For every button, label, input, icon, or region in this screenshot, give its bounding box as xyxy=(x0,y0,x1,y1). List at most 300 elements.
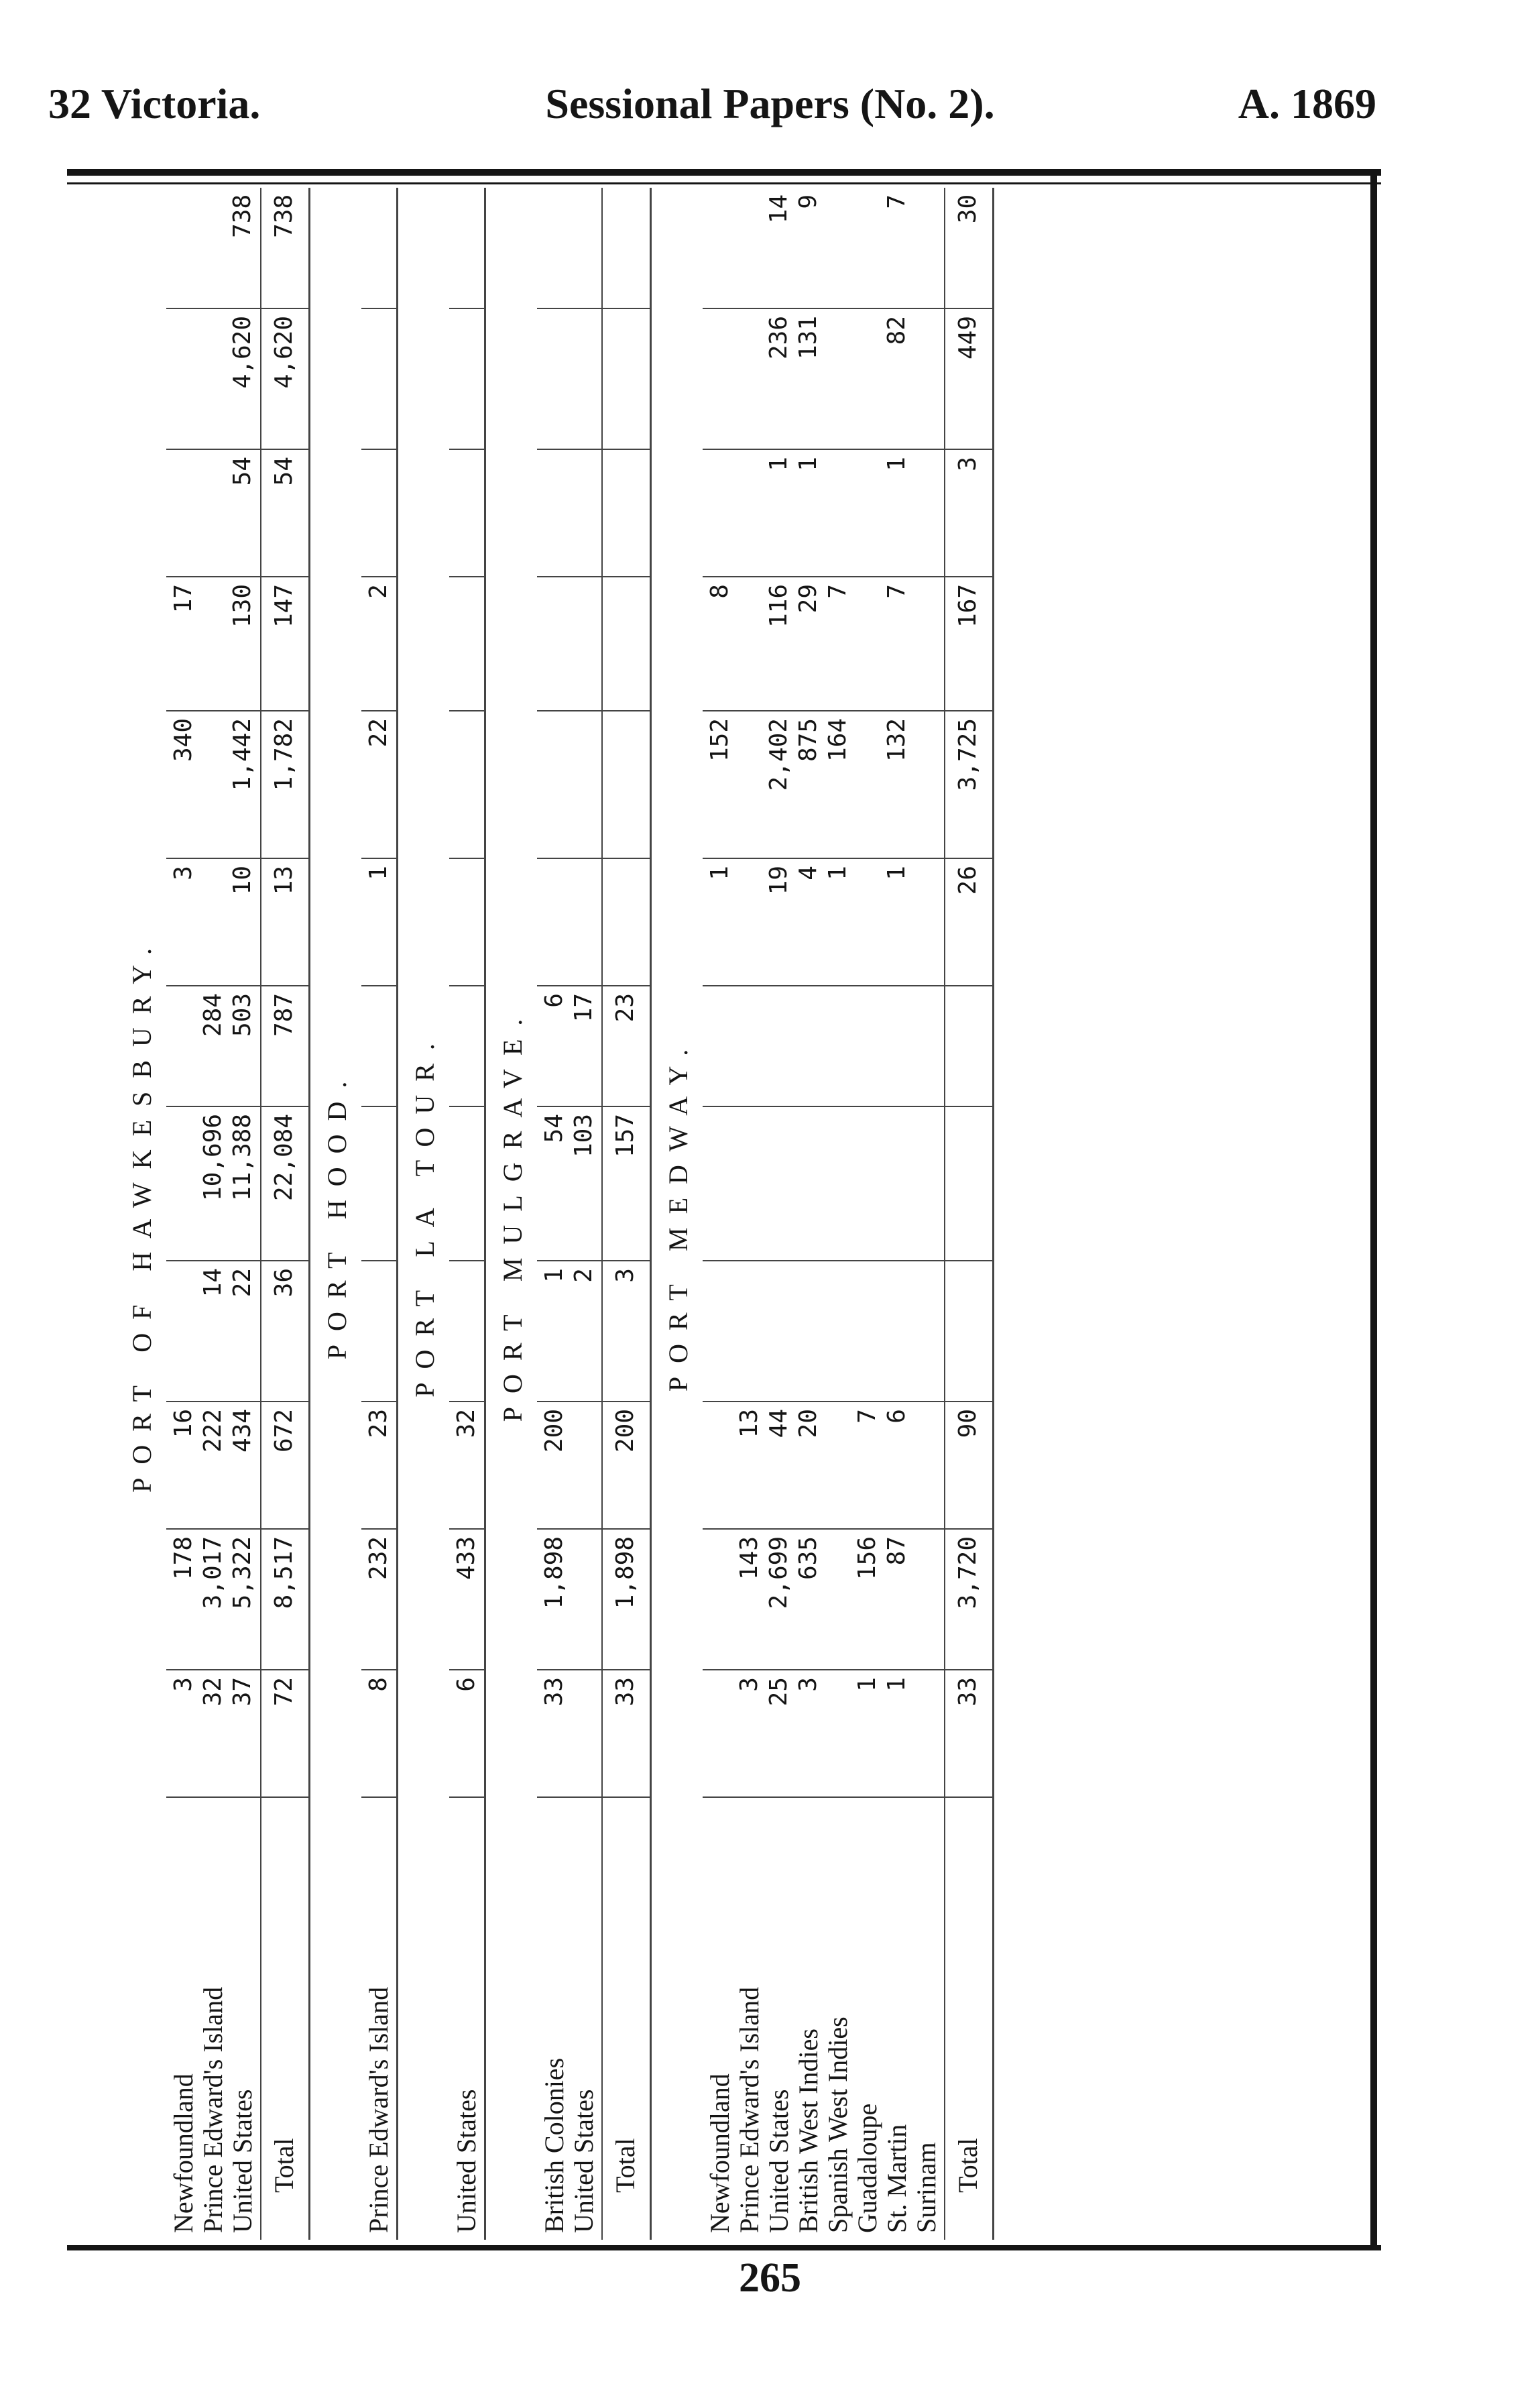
value-cell xyxy=(569,718,599,851)
total-value: 3 xyxy=(945,449,994,577)
value-cell: 132 xyxy=(883,718,910,762)
value-cell: 16 xyxy=(170,1409,197,1438)
value-column xyxy=(537,1529,602,1670)
value-cell: 32 xyxy=(199,1677,227,1707)
value-cell xyxy=(452,718,481,851)
value-column xyxy=(703,986,945,1106)
value-column xyxy=(537,858,602,986)
value-cell xyxy=(540,457,569,569)
value-cell xyxy=(569,1677,599,1790)
value-column xyxy=(449,308,485,449)
value-cell xyxy=(569,457,599,569)
value-cell xyxy=(853,457,882,569)
value-cell: 54 xyxy=(540,1114,568,1143)
country-label: Prince Edward's Island xyxy=(198,1986,228,2233)
value-column xyxy=(703,711,945,858)
value-cell xyxy=(853,1114,882,1253)
total-value xyxy=(602,308,651,449)
value-cell xyxy=(853,718,882,851)
value-cell: 10,696 xyxy=(199,1114,227,1202)
country-column xyxy=(361,1797,398,2240)
value-cell xyxy=(198,866,228,978)
value-cell: 1,898 xyxy=(540,1536,568,1609)
value-column xyxy=(537,1670,602,1797)
value-column xyxy=(166,577,261,711)
value-cell: 3 xyxy=(170,1677,197,1692)
value-cell xyxy=(705,1536,735,1662)
value-cell: 32 xyxy=(453,1409,480,1438)
value-column xyxy=(166,188,261,308)
value-cell xyxy=(794,1268,823,1394)
total-value: 33 xyxy=(945,1670,994,1797)
value-cell xyxy=(569,316,599,442)
value-column xyxy=(449,1106,485,1261)
total-row xyxy=(602,188,651,2240)
value-cell xyxy=(823,993,853,1099)
value-cell xyxy=(853,316,882,442)
value-cell xyxy=(912,1268,941,1394)
value-column xyxy=(166,711,261,858)
total-value: 72 xyxy=(261,1670,310,1797)
value-cell xyxy=(364,194,394,301)
section-data-row xyxy=(449,188,485,2240)
value-cell: 2 xyxy=(570,1268,597,1283)
value-cell xyxy=(198,584,228,703)
value-cell xyxy=(912,584,941,703)
value-cell: 1 xyxy=(540,1268,568,1283)
value-column xyxy=(166,449,261,577)
table-body xyxy=(115,188,994,2240)
value-cell xyxy=(540,194,569,301)
total-value: 672 xyxy=(261,1402,310,1529)
value-cell: 503 xyxy=(229,993,256,1037)
value-cell: 1 xyxy=(883,1677,910,1692)
value-cell xyxy=(912,457,941,569)
value-cell: 25 xyxy=(765,1677,792,1707)
country-column xyxy=(537,1797,602,2240)
value-cell xyxy=(764,1268,794,1394)
value-cell: 340 xyxy=(170,718,197,762)
total-value: 36 xyxy=(261,1261,310,1402)
value-cell: 13 xyxy=(735,1409,763,1438)
section-heading-row xyxy=(310,188,362,2240)
value-cell xyxy=(198,194,228,301)
value-cell xyxy=(198,718,228,851)
value-column xyxy=(361,1670,398,1797)
value-cell: 131 xyxy=(794,316,822,360)
total-value: 23 xyxy=(602,986,651,1106)
total-value: 449 xyxy=(945,308,994,449)
value-column xyxy=(449,986,485,1106)
value-cell: 130 xyxy=(229,584,256,628)
country-label: Newfoundland xyxy=(705,2073,735,2233)
total-value: 1,898 xyxy=(602,1529,651,1670)
value-cell: 44 xyxy=(765,1409,792,1438)
value-cell xyxy=(364,1114,394,1253)
section-title: PORT MULGRAVE. xyxy=(497,1005,528,1422)
value-cell: 17 xyxy=(570,993,597,1023)
value-cell xyxy=(705,1268,735,1394)
value-cell xyxy=(912,993,941,1099)
value-column xyxy=(703,858,945,986)
value-column xyxy=(703,1402,945,1529)
value-cell xyxy=(735,194,764,301)
country-label: Surinam xyxy=(911,2142,941,2233)
total-value xyxy=(602,711,651,858)
value-cell xyxy=(540,866,569,978)
top-rule xyxy=(67,169,1381,176)
value-cell xyxy=(912,316,941,442)
value-cell xyxy=(452,194,481,301)
value-cell xyxy=(735,1268,764,1394)
value-cell: 164 xyxy=(824,718,851,762)
value-cell: 1 xyxy=(883,457,910,471)
value-cell: 156 xyxy=(853,1536,881,1581)
value-cell xyxy=(735,993,764,1099)
country-label: Guadaloupe xyxy=(852,2103,882,2233)
value-column xyxy=(166,1261,261,1402)
bottom-rule xyxy=(67,2245,1381,2250)
rotated-table-wrapper xyxy=(115,188,1364,2240)
value-cell: 222 xyxy=(199,1409,227,1453)
value-cell xyxy=(823,1114,853,1253)
value-cell: 11,388 xyxy=(229,1114,256,1202)
section-heading-row xyxy=(485,188,538,2240)
value-column xyxy=(361,986,398,1106)
value-cell: 7 xyxy=(883,584,910,599)
value-cell xyxy=(705,1114,735,1253)
value-column xyxy=(361,1402,398,1529)
country-label: Prince Edward's Island xyxy=(734,1986,764,2233)
total-value: 147 xyxy=(261,577,310,711)
value-cell xyxy=(569,584,599,703)
value-column xyxy=(703,449,945,577)
top-rule-thin xyxy=(67,182,1381,184)
value-column xyxy=(537,188,602,308)
value-cell: 1,442 xyxy=(229,718,256,791)
value-cell xyxy=(764,993,794,1099)
value-column xyxy=(361,188,398,308)
value-column xyxy=(166,1670,261,1797)
value-cell: 22 xyxy=(229,1268,256,1298)
country-column xyxy=(449,1797,485,2240)
section-title: PORT MEDWAY. xyxy=(663,1035,693,1392)
total-value: 738 xyxy=(261,188,310,308)
value-column xyxy=(361,711,398,858)
value-column xyxy=(166,1106,261,1261)
value-cell: 152 xyxy=(706,718,733,762)
section-heading-row xyxy=(651,188,703,2240)
total-value: 90 xyxy=(945,1402,994,1529)
value-cell: 2 xyxy=(365,584,392,599)
value-cell xyxy=(452,1114,481,1253)
value-column xyxy=(703,577,945,711)
section-data-row xyxy=(537,188,602,2240)
value-cell xyxy=(364,993,394,1099)
value-cell: 1 xyxy=(765,457,792,471)
value-cell: 87 xyxy=(883,1536,910,1566)
value-cell xyxy=(853,1268,882,1394)
total-row xyxy=(261,188,310,2240)
total-value xyxy=(602,449,651,577)
value-cell xyxy=(705,1677,735,1790)
header-year: A. 1869 xyxy=(1238,80,1376,127)
value-column xyxy=(703,188,945,308)
value-column xyxy=(449,577,485,711)
value-cell xyxy=(764,1114,794,1253)
value-cell: 3 xyxy=(735,1677,763,1692)
value-cell xyxy=(540,718,569,851)
total-value: 3,720 xyxy=(945,1529,994,1670)
value-cell: 20 xyxy=(794,1409,822,1438)
value-cell xyxy=(705,194,735,301)
value-cell xyxy=(823,1409,853,1522)
value-cell xyxy=(912,194,941,301)
value-cell xyxy=(823,194,853,301)
value-cell: 7 xyxy=(853,1409,881,1424)
value-cell: 143 xyxy=(735,1536,763,1581)
value-cell: 1 xyxy=(824,866,851,880)
total-label: Total xyxy=(261,1797,310,2240)
section-title: PORT OF HAWKESBURY. xyxy=(127,934,157,1493)
total-label: Total xyxy=(945,1797,994,2240)
value-column xyxy=(703,308,945,449)
value-column xyxy=(703,1106,945,1261)
page-number: 265 xyxy=(739,2255,801,2301)
value-cell xyxy=(853,993,882,1099)
country-column xyxy=(703,1797,945,2240)
value-cell xyxy=(169,1268,198,1394)
value-cell xyxy=(735,584,764,703)
value-column xyxy=(449,1529,485,1670)
value-cell xyxy=(912,718,941,851)
value-cell: 1 xyxy=(853,1677,881,1692)
country-label: St. Martin xyxy=(882,2124,912,2233)
value-cell xyxy=(735,718,764,851)
value-cell xyxy=(569,866,599,978)
value-cell xyxy=(882,1268,912,1394)
value-cell xyxy=(823,1536,853,1662)
country-label: United States xyxy=(227,2089,257,2233)
value-cell: 29 xyxy=(794,584,822,614)
value-cell xyxy=(452,584,481,703)
value-cell xyxy=(540,316,569,442)
value-cell: 14 xyxy=(765,194,792,224)
value-column xyxy=(166,1529,261,1670)
total-value: 22,084 xyxy=(261,1106,310,1261)
value-cell xyxy=(823,316,853,442)
value-cell: 178 xyxy=(170,1536,197,1581)
value-cell: 4 xyxy=(794,866,822,880)
value-cell: 6 xyxy=(540,993,568,1008)
total-value: 200 xyxy=(602,1402,651,1529)
country-label: Spanish West Indies xyxy=(823,2016,853,2233)
value-column xyxy=(537,986,602,1106)
value-cell xyxy=(452,316,481,442)
value-cell: 875 xyxy=(794,718,822,762)
total-value: 8,517 xyxy=(261,1529,310,1670)
value-cell: 54 xyxy=(229,457,256,486)
value-cell xyxy=(569,1409,599,1522)
value-column xyxy=(449,858,485,986)
value-cell: 4,620 xyxy=(229,316,256,389)
value-cell xyxy=(794,993,823,1099)
value-cell xyxy=(853,584,882,703)
value-column xyxy=(166,1402,261,1529)
value-cell: 6 xyxy=(453,1677,480,1692)
total-value: 13 xyxy=(261,858,310,986)
value-column xyxy=(449,1402,485,1529)
value-cell: 3 xyxy=(170,866,197,880)
value-cell: 236 xyxy=(765,316,792,360)
value-cell xyxy=(823,1677,853,1790)
total-value: 26 xyxy=(945,858,994,986)
value-column xyxy=(361,577,398,711)
total-value: 30 xyxy=(945,188,994,308)
value-cell: 1 xyxy=(365,866,392,880)
value-cell xyxy=(912,1677,941,1790)
value-column xyxy=(537,1106,602,1261)
value-column xyxy=(361,449,398,577)
value-column xyxy=(703,1529,945,1670)
total-value: 3 xyxy=(602,1261,651,1402)
value-column xyxy=(537,449,602,577)
value-column xyxy=(537,1402,602,1529)
value-cell: 8 xyxy=(706,584,733,599)
value-column xyxy=(537,711,602,858)
value-cell: 635 xyxy=(794,1536,822,1581)
value-cell: 103 xyxy=(570,1114,597,1158)
value-cell: 2,402 xyxy=(765,718,792,791)
total-value xyxy=(945,1261,994,1402)
value-cell xyxy=(735,316,764,442)
total-value: 1,782 xyxy=(261,711,310,858)
value-cell xyxy=(882,1114,912,1253)
total-label: Total xyxy=(602,1797,651,2240)
value-column xyxy=(449,1261,485,1402)
total-value: 787 xyxy=(261,986,310,1106)
header-title: Sessional Papers (No. 2). xyxy=(545,80,995,127)
value-cell xyxy=(735,1114,764,1253)
total-value xyxy=(945,1106,994,1261)
country-label: United States xyxy=(764,2089,794,2233)
value-cell: 433 xyxy=(453,1536,480,1581)
section-data-row xyxy=(166,188,261,2240)
value-cell xyxy=(569,1536,599,1662)
value-cell xyxy=(853,866,882,978)
value-cell: 9 xyxy=(794,194,822,209)
value-cell xyxy=(794,1114,823,1253)
value-cell xyxy=(853,194,882,301)
value-cell xyxy=(452,457,481,569)
country-label: United States xyxy=(569,2089,599,2233)
value-cell: 19 xyxy=(765,866,792,895)
value-column xyxy=(703,1261,945,1402)
total-value: 157 xyxy=(602,1106,651,1261)
value-cell xyxy=(198,316,228,442)
value-column xyxy=(537,577,602,711)
section-title: PORT HOOD. xyxy=(322,1068,352,1360)
total-value: 54 xyxy=(261,449,310,577)
value-cell: 200 xyxy=(540,1409,568,1453)
value-cell xyxy=(198,457,228,569)
value-cell: 116 xyxy=(765,584,792,628)
statistics-table xyxy=(115,188,994,2240)
total-row xyxy=(945,188,994,2240)
value-cell xyxy=(705,1409,735,1522)
value-cell: 3 xyxy=(794,1677,822,1692)
value-cell xyxy=(735,457,764,569)
value-cell: 1 xyxy=(706,866,733,880)
section-heading-row xyxy=(115,188,166,2240)
value-cell: 17 xyxy=(170,584,197,614)
value-cell: 2,699 xyxy=(765,1536,792,1609)
value-cell: 434 xyxy=(229,1409,256,1453)
country-label: British Colonies xyxy=(539,2057,569,2233)
value-cell xyxy=(882,993,912,1099)
value-cell xyxy=(823,457,853,569)
value-column xyxy=(166,308,261,449)
value-cell: 1 xyxy=(883,866,910,880)
right-rule xyxy=(1370,176,1377,2249)
value-column xyxy=(703,1670,945,1797)
value-cell: 5,322 xyxy=(229,1536,256,1609)
total-value: 4,620 xyxy=(261,308,310,449)
value-column xyxy=(361,1106,398,1261)
total-value xyxy=(602,577,651,711)
value-cell: 14 xyxy=(199,1268,227,1298)
value-column xyxy=(537,1261,602,1402)
value-column xyxy=(361,308,398,449)
value-cell xyxy=(912,1114,941,1253)
value-cell xyxy=(452,1268,481,1394)
section-heading-row xyxy=(398,188,450,2240)
value-column xyxy=(166,986,261,1106)
value-cell xyxy=(364,316,394,442)
country-label: Newfoundland xyxy=(168,2073,198,2233)
country-label: British West Indies xyxy=(793,2029,823,2233)
section-data-row xyxy=(703,188,945,2240)
header-session: 32 Victoria. xyxy=(48,80,261,127)
value-cell xyxy=(569,194,599,301)
value-cell xyxy=(452,866,481,978)
value-cell xyxy=(705,316,735,442)
value-cell: 22 xyxy=(365,718,392,748)
value-column xyxy=(361,1261,398,1402)
value-column xyxy=(361,858,398,986)
value-column xyxy=(166,858,261,986)
value-column xyxy=(449,188,485,308)
value-cell: 232 xyxy=(365,1536,392,1581)
value-cell xyxy=(452,993,481,1099)
total-value xyxy=(945,986,994,1106)
value-cell xyxy=(823,1268,853,1394)
value-cell xyxy=(912,1536,941,1662)
value-cell xyxy=(540,584,569,703)
total-value: 33 xyxy=(602,1670,651,1797)
value-cell: 33 xyxy=(540,1677,568,1707)
country-column xyxy=(166,1797,261,2240)
value-cell xyxy=(169,993,198,1099)
value-cell: 82 xyxy=(883,316,910,345)
value-column xyxy=(449,1670,485,1797)
value-column xyxy=(449,449,485,577)
value-cell xyxy=(169,457,198,569)
value-cell: 284 xyxy=(199,993,227,1037)
value-cell xyxy=(169,316,198,442)
value-cell xyxy=(912,866,941,978)
value-column xyxy=(449,711,485,858)
